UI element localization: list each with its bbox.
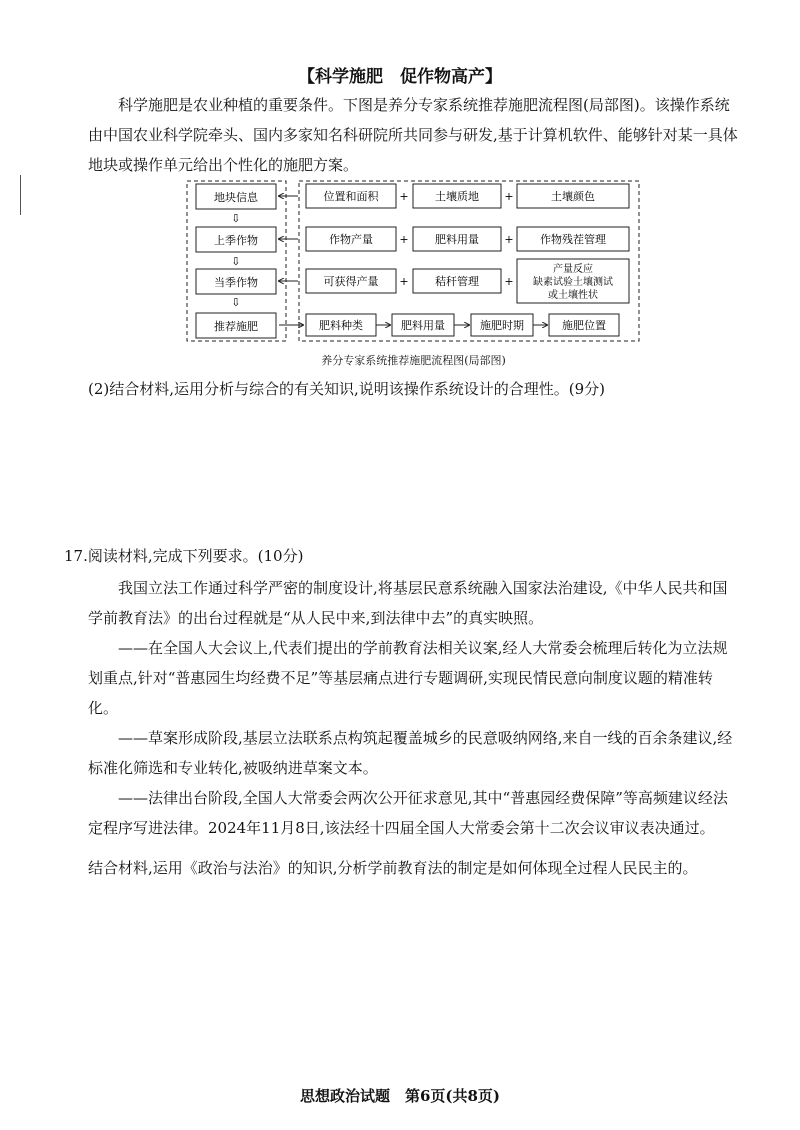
down-arrow-icon: ⇩ bbox=[231, 296, 241, 309]
left-box-1: 地块信息 bbox=[214, 191, 258, 204]
svg-text:施肥位置: 施肥位置 bbox=[562, 319, 606, 332]
svg-text:+: + bbox=[399, 275, 409, 288]
down-arrow-icon: ⇩ bbox=[231, 255, 241, 268]
q17-paragraph-4: ——法律出台阶段,全国人大常委会两次公开征求意见,其中“普惠园经费保障”等高频建议经法定程序写进法律。2024年11月8日,该法经十四届全国人大常委会第十二次会议审议表决通过。 bbox=[88, 789, 728, 837]
question-2: (2)结合材料,运用分析与综合的有关知识,说明该操作系统设计的合理性。(9分) bbox=[88, 380, 606, 398]
svg-text:可获得产量: 可获得产量 bbox=[323, 275, 379, 288]
intro-paragraph: 科学施肥是农业种植的重要条件。下图是养分专家系统推荐施肥流程图(局部图)。该操作系统由中国农业科学院牵头、国内多家知名科研院所共同参与研发,基于计算机软件、能够针对某一具体地块或操作单元给出个性化的施肥方案。 bbox=[88, 96, 738, 174]
left-box-2: 上季作物 bbox=[214, 234, 258, 247]
row-4 bbox=[306, 314, 619, 336]
svg-text:土壤颜色: 土壤颜色 bbox=[551, 190, 595, 203]
q17-paragraph-1: 我国立法工作通过科学严密的制度设计,将基层民意系统融入国家法治建设,《中华人民共和国学前教育法》的出台过程就是“从人民中来,到法律中去”的真实映照。 bbox=[88, 579, 728, 627]
svg-text:缺素试验土壤测试: 缺素试验土壤测试 bbox=[533, 277, 613, 288]
q17-paragraph-3: ——草案形成阶段,基层立法联系点构筑起覆盖城乡的民意吸纳网络,来自一线的百余条建议,经标准化筛选和专业转化,被吸纳进草案文本。 bbox=[88, 729, 733, 777]
row-1 bbox=[306, 184, 629, 208]
diagram-caption: 养分专家系统推荐施肥流程图(局部图) bbox=[321, 354, 506, 367]
svg-text:肥料种类: 肥料种类 bbox=[319, 319, 363, 332]
svg-text:产量反应: 产量反应 bbox=[553, 264, 593, 275]
question-17-header: 17.阅读材料,完成下列要求。(10分) bbox=[64, 547, 304, 565]
q17-task: 结合材料,运用《政治与法治》的知识,分析学前教育法的制定是如何体现全过程人民民主的。 bbox=[88, 859, 698, 877]
svg-text:+: + bbox=[504, 233, 514, 246]
flow-diagram bbox=[186, 180, 641, 343]
svg-text:或土壤性状: 或土壤性状 bbox=[548, 290, 598, 301]
down-arrow-icon: ⇩ bbox=[231, 212, 241, 225]
svg-text:位置和面积: 位置和面积 bbox=[323, 190, 379, 203]
q17-paragraph-2: ——在全国人大会议上,代表们提出的学前教育法相关议案,经人大常委会梳理后转化为立法规划重点,针对“普惠园生均经费不足”等基层痛点进行专题调研,实现民情民意向制度议题的精准转化。 bbox=[88, 639, 728, 717]
svg-text:作物残茬管理: 作物残茬管理 bbox=[540, 233, 606, 246]
svg-text:+: + bbox=[399, 233, 409, 246]
left-box-4: 推荐施肥 bbox=[214, 320, 258, 333]
svg-text:作物产量: 作物产量 bbox=[329, 233, 373, 246]
svg-text:+: + bbox=[399, 190, 409, 203]
svg-text:土壤质地: 土壤质地 bbox=[435, 190, 479, 203]
left-box-3: 当季作物 bbox=[214, 276, 258, 289]
svg-text:施肥时期: 施肥时期 bbox=[480, 319, 524, 332]
section-title: 【科学施肥 促作物高产】 bbox=[298, 67, 502, 87]
margin-rule bbox=[20, 175, 21, 215]
svg-text:+: + bbox=[504, 190, 514, 203]
row-2 bbox=[306, 227, 629, 251]
svg-text:+: + bbox=[504, 275, 514, 288]
row-3 bbox=[306, 259, 629, 303]
svg-text:肥料用量: 肥料用量 bbox=[401, 319, 445, 332]
svg-text:肥料用量: 肥料用量 bbox=[435, 233, 479, 246]
left-column bbox=[196, 184, 276, 338]
svg-text:秸秆管理: 秸秆管理 bbox=[435, 275, 479, 288]
right-dashed-frame bbox=[299, 181, 639, 341]
page-footer: 思想政治试题 第6页(共8页) bbox=[299, 1087, 501, 1105]
